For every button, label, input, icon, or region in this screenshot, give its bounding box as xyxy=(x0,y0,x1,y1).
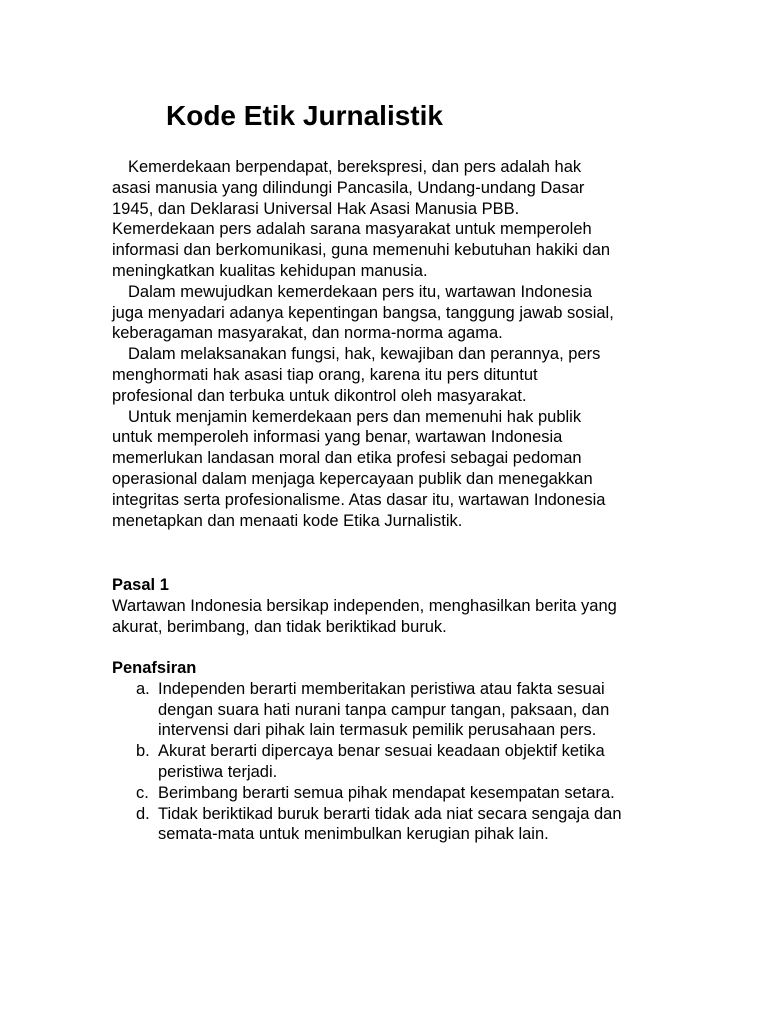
list-item xyxy=(112,679,672,741)
pasal-line: Wartawan Indonesia bersikap independen, menghasilkan berita yang xyxy=(112,596,617,615)
list-item-line: intervensi dari pihak lain termasuk pemilik perusahaan pers. xyxy=(158,721,597,740)
list-item-line: Berimbang berarti semua pihak mendapat kesempatan setara. xyxy=(158,783,615,802)
list-marker: a. xyxy=(136,679,150,698)
preamble-line: juga menyadari adanya kepentingan bangsa, tanggung jawab sosial, xyxy=(112,303,614,322)
list-item-line: semata-mata untuk menimbulkan kerugian pihak lain. xyxy=(158,825,549,844)
page-title: Kode Etik Jurnalistik xyxy=(166,100,443,131)
preamble-paragraph-4 xyxy=(112,407,672,532)
preamble-line: operasional dalam menjaga kepercayaan publik dan menegakkan xyxy=(112,469,593,488)
list-marker: b. xyxy=(136,742,150,761)
preamble-line: integritas serta profesionalisme. Atas dasar itu, wartawan Indonesia xyxy=(112,490,606,509)
list-item-line: peristiwa terjadi. xyxy=(158,762,278,781)
preamble-paragraph-1 xyxy=(112,157,672,282)
preamble-line: Dalam melaksanakan fungsi, hak, kewajiban dan perannya, pers xyxy=(128,345,601,364)
penafsiran-list xyxy=(112,679,672,845)
list-item-line: Tidak beriktikad buruk berarti tidak ada niat secara sengaja dan xyxy=(158,804,622,823)
pasal-line: akurat, berimbang, dan tidak beriktikad buruk. xyxy=(112,617,447,636)
preamble-line: Kemerdekaan pers adalah sarana masyarakat untuk memperoleh xyxy=(112,220,592,239)
list-marker: d. xyxy=(136,804,150,823)
list-item xyxy=(112,783,672,804)
preamble-line: 1945, dan Deklarasi Universal Hak Asasi Manusia PBB. xyxy=(112,199,520,218)
preamble-line: untuk memperoleh informasi yang benar, wartawan Indonesia xyxy=(112,428,563,447)
list-marker: c. xyxy=(136,783,149,802)
list-item xyxy=(112,804,672,846)
preamble-line: meningkatkan kualitas kehidupan manusia. xyxy=(112,261,428,280)
preamble-line: menghormati hak asasi tiap orang, karena itu pers dituntut xyxy=(112,365,538,384)
penafsiran-section xyxy=(112,658,672,845)
preamble-line: memerlukan landasan moral dan etika profesi sebagai pedoman xyxy=(112,449,582,468)
preamble xyxy=(112,157,672,531)
preamble-line: profesional dan terbuka untuk dikontrol oleh masyarakat. xyxy=(112,386,527,405)
list-item xyxy=(112,741,672,783)
preamble-line: informasi dan berkomunikasi, guna memenuhi kebutuhan hakiki dan xyxy=(112,241,611,260)
list-item-line: dengan suara hati nurani tanpa campur tangan, paksaan, dan xyxy=(158,700,610,719)
preamble-line: Dalam mewujudkan kemerdekaan pers itu, wartawan Indonesia xyxy=(128,282,593,301)
preamble-line: asasi manusia yang dilindungi Pancasila, Undang-undang Dasar xyxy=(112,178,585,197)
list-item-line: Akurat berarti dipercaya benar sesuai keadaan objektif ketika xyxy=(158,742,605,761)
list-item-line: Independen berarti memberitakan peristiwa atau fakta sesuai xyxy=(158,679,605,698)
preamble-line: Kemerdekaan berpendapat, berekspresi, dan pers adalah hak xyxy=(128,158,582,176)
preamble-paragraph-3 xyxy=(112,344,672,406)
preamble-line: menetapkan dan menaati kode Etika Jurnalistik. xyxy=(112,511,463,530)
preamble-line: keberagaman masyarakat, dan norma-norma agama. xyxy=(112,324,503,343)
pasal-heading: Pasal 1 xyxy=(112,576,169,594)
preamble-paragraph-2 xyxy=(112,282,672,344)
preamble-line: Untuk menjamin kemerdekaan pers dan memenuhi hak publik xyxy=(128,407,582,426)
pasal-section xyxy=(112,575,672,637)
penafsiran-heading: Penafsiran xyxy=(112,659,197,677)
